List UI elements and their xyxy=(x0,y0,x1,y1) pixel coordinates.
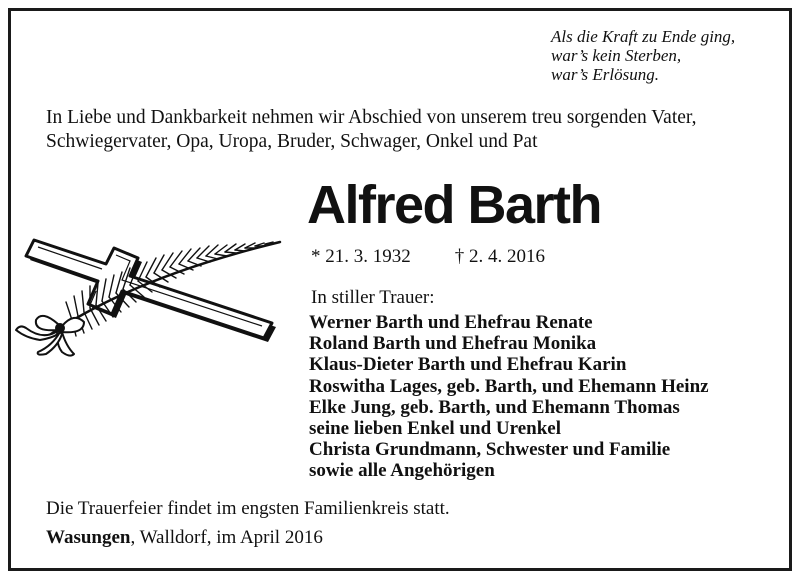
intro-line: In Liebe und Dankbarkeit nehmen wir Abschied von unserem treu sorgenden Vater, xyxy=(46,107,697,128)
place-date-line xyxy=(46,526,323,550)
motto-quote xyxy=(551,27,735,84)
mourner-entry: Elke Jung, geb. Barth, und Ehemann Thomas xyxy=(309,396,680,418)
mourner-entry: sowie alle Angehörigen xyxy=(309,460,495,482)
place-name: Wasungen xyxy=(46,527,131,548)
funeral-notice: Die Trauerfeier findet im engsten Familienkreis statt. xyxy=(46,498,450,519)
mourner-entry: Christa Grundmann, Schwester und Familie xyxy=(309,439,671,461)
cross-with-palm-branch-icon xyxy=(12,228,284,358)
place-rest: , Walldorf, im April 2016 xyxy=(130,527,323,548)
mourner-entry: Klaus-Dieter Barth und Ehefrau Karin xyxy=(309,354,627,376)
birth-date: * 21. 3. 1932 xyxy=(311,246,411,267)
motto-line: war’s kein Sterben, xyxy=(551,46,682,65)
death-date: † 2. 4. 2016 xyxy=(454,246,545,267)
intro-text xyxy=(46,106,696,154)
mourner-entry: Roland Barth und Ehefrau Monika xyxy=(309,333,597,355)
mourner-entry: Roswitha Lages, geb. Barth, und Ehemann Heinz xyxy=(309,375,709,397)
mourner-entry: seine lieben Enkel und Urenkel xyxy=(309,418,561,440)
motto-line: war’s Erlösung. xyxy=(551,65,660,84)
mourner-entry: Werner Barth und Ehefrau Renate xyxy=(309,312,593,333)
mourning-label: In stiller Trauer: xyxy=(311,287,435,308)
mourners-list xyxy=(309,312,709,482)
motto-line: Als die Kraft zu Ende ging, xyxy=(551,27,736,46)
deceased-name: Alfred Barth xyxy=(307,175,602,235)
intro-line: Schwiegervater, Opa, Uropa, Bruder, Schwager, Onkel und Pat xyxy=(46,131,538,152)
life-dates xyxy=(311,245,545,269)
